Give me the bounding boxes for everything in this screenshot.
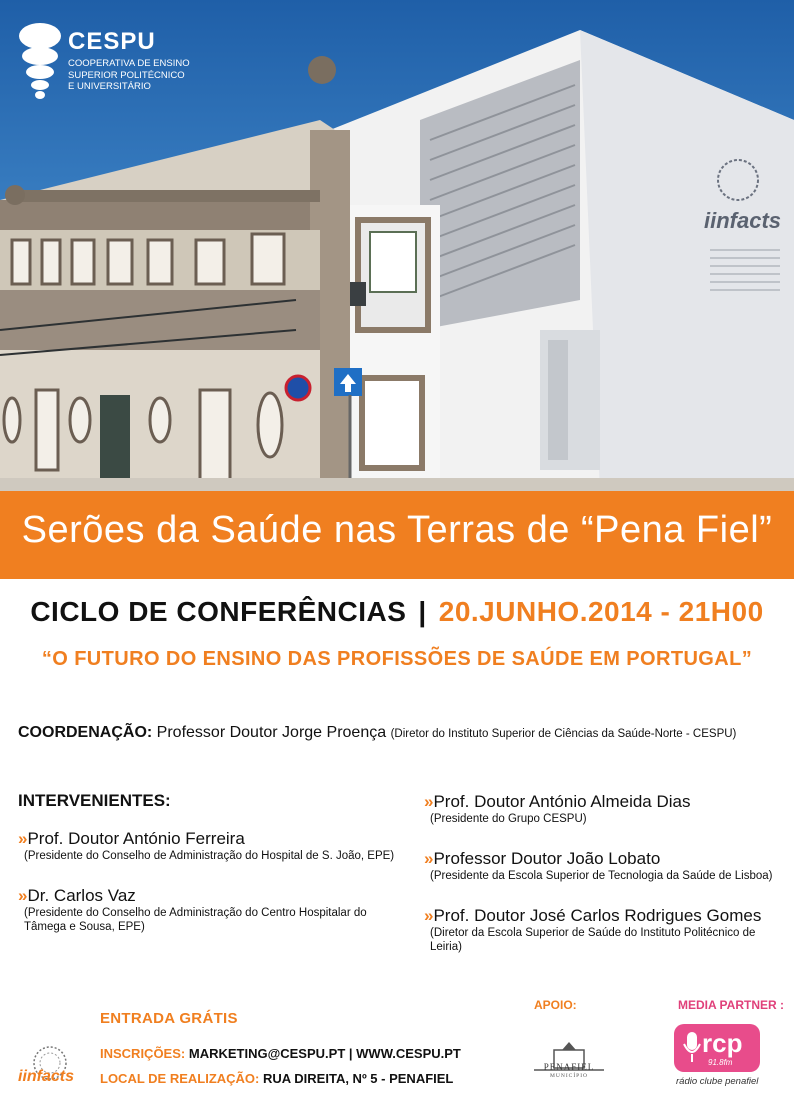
penafiel-sub: MUNICÍPIO xyxy=(549,1073,589,1079)
cycle-separator: | xyxy=(418,596,427,627)
coordination-label: COORDENAÇÃO: xyxy=(18,724,153,741)
rcp-name: rcp xyxy=(702,1028,743,1058)
speaker-name: Professor Doutor João Lobato xyxy=(433,849,661,868)
speakers-title: INTERVENIENTES: xyxy=(18,791,171,810)
venue-line xyxy=(100,1071,453,1086)
speaker-item xyxy=(18,829,398,863)
venue-address: RUA DIREITA, Nº 5 - PENAFIEL xyxy=(263,1071,454,1086)
speaker-item xyxy=(424,792,784,826)
penafiel-name: PENAFIEL xyxy=(543,1062,595,1072)
imfacts-logo-text: iinfacts xyxy=(18,1068,75,1085)
event-title: Serões da Saúde nas Terras de “Pena Fiel” xyxy=(21,509,773,551)
speaker-item xyxy=(424,849,784,883)
free-entry: ENTRADA GRÁTIS xyxy=(100,1010,238,1027)
org-subtitle: COOPERATIVA DE ENSINO SUPERIOR POLITÉCNICO E UNIVERSITÁRIO xyxy=(68,58,190,92)
cycle-label: CICLO DE CONFERÊNCIAS xyxy=(30,596,407,627)
website-link[interactable]: WWW.CESPU.PT xyxy=(356,1046,461,1061)
coordination-name: Professor Doutor Jorge Proença xyxy=(156,724,387,741)
speaker-role: (Presidente da Escola Superior de Tecnologia da Saúde de Lisboa) xyxy=(430,870,773,882)
support-label: APOIO: xyxy=(534,998,577,1012)
registration-line xyxy=(100,1046,461,1061)
speaker-item xyxy=(18,886,398,934)
wall-imfacts-logo: iinfacts xyxy=(704,208,782,233)
cycle-line xyxy=(0,596,794,628)
speaker-role: (Diretor da Escola Superior de Saúde do Instituto Politécnico de Leiria) xyxy=(430,927,756,953)
speaker-name: Prof. Doutor José Carlos Rodrigues Gomes xyxy=(433,906,762,925)
bullet-mark: » xyxy=(424,906,434,925)
bullet-mark: » xyxy=(424,849,434,868)
bullet-mark: » xyxy=(18,829,28,848)
registration-label: INSCRIÇÕES: xyxy=(100,1046,186,1061)
event-subtitle: “O FUTURO DO ENSINO DAS PROFISSÕES DE SAÚDE EM PORTUGAL” xyxy=(41,648,753,670)
speaker-name: Prof. Doutor António Ferreira xyxy=(27,829,245,848)
cespu-logo xyxy=(18,22,218,112)
microphone-icon xyxy=(682,1030,702,1064)
rcp-frequency: 91.8fm xyxy=(708,1058,733,1067)
media-partner-label: MEDIA PARTNER : xyxy=(678,998,784,1012)
org-name: CESPU xyxy=(68,28,156,55)
cespu-emblem-icon xyxy=(18,22,62,100)
bullet-mark: » xyxy=(18,886,28,905)
venue-label: LOCAL DE REALIZAÇÃO: xyxy=(100,1071,260,1086)
coordination-note: (Diretor do Instituto Superior de Ciências da Saúde-Norte - CESPU) xyxy=(390,728,737,740)
speaker-role: (Presidente do Conselho de Administração do Centro Hospitalar do Tâmega e Sousa, EPE) xyxy=(24,907,367,933)
coordination xyxy=(18,724,736,742)
bullet-mark: » xyxy=(424,792,434,811)
speaker-name: Prof. Doutor António Almeida Dias xyxy=(433,792,691,811)
registration-email-link[interactable]: MARKETING@CESPU.PT xyxy=(188,1046,346,1061)
event-date: 20.JUNHO.2014 - 21H00 xyxy=(438,596,764,627)
speaker-item xyxy=(424,906,790,954)
speaker-role: (Presidente do Conselho de Administração do Hospital de S. João, EPE) xyxy=(24,850,395,862)
speaker-role: (Presidente do Grupo CESPU) xyxy=(430,813,587,825)
rcp-subtitle: rádio clube penafiel xyxy=(676,1076,759,1087)
speaker-name: Dr. Carlos Vaz xyxy=(27,886,136,905)
registration-separator: | xyxy=(348,1046,353,1061)
